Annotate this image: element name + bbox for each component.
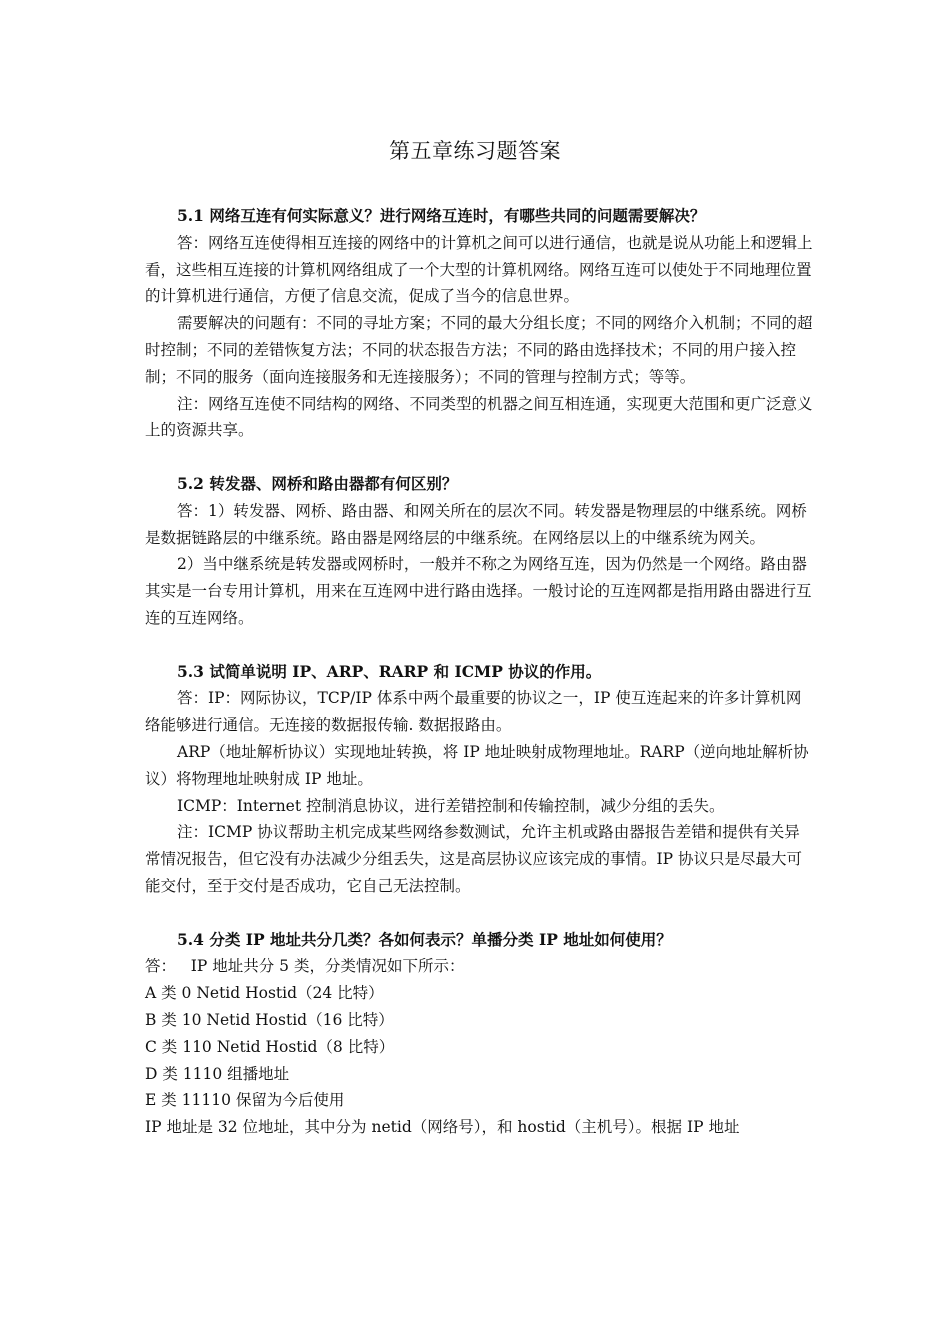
- ip-class-a: A 类 0 Netid Hostid（24 比特）: [145, 984, 384, 1003]
- question-5-3: 5.3 试简单说明 IP、ARP、RARP 和 ICMP 协议的作用。: [177, 661, 602, 681]
- document-body: [145, 203, 815, 1141]
- question-5-1: 5.1 网络互连有何实际意义？进行网络互连时，有哪些共同的问题需要解决？: [177, 206, 706, 225]
- ip-class-b: B 类 10 Netid Hostid（16 比特）: [145, 1010, 394, 1029]
- answer-paragraph: 答：网络互连使得相互连接的网络中的计算机之间可以进行通信，也就是说从功能上和逻辑上看，这些相互连接的计算机网络组成了一个大型的计算机网络。网络互连可以使处于不同地理位置的计算机进行通信，方便了信息交流，促成了当今的信息世界。: [145, 233, 813, 306]
- ip-class-e: E 类 11110 保留为今后使用: [145, 1091, 345, 1110]
- answer-note: 注：ICMP 协议帮助主机完成某些网络参数测试，允许主机或路由器报告差错和提供有关异常情况报告，但它没有办法减少分组丢失，这是高层协议应该完成的事情。IP 协议只是尽最大可能交付，至于交付是否成功，它自己无法控制。: [145, 823, 802, 895]
- section-gap: [145, 632, 815, 659]
- answer-paragraph: 答：IP：网际协议，TCP/IP 体系中两个最重要的协议之一，IP 使互连起来的许多计算机网络能够进行通信。无连接的数据报传输. 数据报路由。: [145, 689, 802, 735]
- answer-paragraph: 2）当中继系统是转发器或网桥时，一般并不称之为网络互连，因为仍然是一个网络。路由器其实是一台专用计算机，用来在互连网中进行路由选择。一般讨论的互连网都是指用路由器进行互连的互连网络。: [145, 555, 812, 627]
- answer-paragraph: 答： IP 地址共分 5 类，分类情况如下所示：: [145, 957, 465, 976]
- ip-class-d: D 类 1110 组播地址: [145, 1064, 290, 1083]
- answer-paragraph: 需要解决的问题有：不同的寻址方案；不同的最大分组长度；不同的网络介入机制；不同的超时控制；不同的差错恢复方法；不同的状态报告方法；不同的路由选择技术；不同的用户接入控制；不同的服务（面向连接服务和无连接服务）；不同的管理与控制方式；等等。: [145, 314, 813, 386]
- answer-paragraph: 答：1）转发器、网桥、路由器、和网关所在的层次不同。转发器是物理层的中继系统。网桥是数据链路层的中继系统。路由器是网络层的中继系统。在网络层以上的中继系统为网关。: [145, 501, 807, 547]
- answer-paragraph: ICMP：Internet 控制消息协议，进行差错控制和传输控制，减少分组的丢失。: [177, 796, 725, 815]
- answer-note: 注：网络互连使不同结构的网络、不同类型的机器之间互相连通，实现更大范围和更广泛意义上的资源共享。: [145, 394, 813, 440]
- question-5-2: 5.2 转发器、网桥和路由器都有何区别？: [177, 473, 458, 493]
- ip-class-c: C 类 110 Netid Hostid（8 比特）: [145, 1037, 395, 1056]
- answer-paragraph: IP 地址是 32 位地址，其中分为 netid（网络号），和 hostid（主机号）。根据 IP 地址: [145, 1118, 740, 1137]
- answer-paragraph: ARP（地址解析协议）实现地址转换，将 IP 地址映射成物理地址。RARP（逆向地址解析协议）将物理地址映射成 IP 地址。: [145, 742, 809, 788]
- section-gap: [145, 900, 815, 927]
- question-5-4: 5.4 分类 IP 地址共分几类？各如何表示？单播分类 IP 地址如何使用？: [177, 929, 672, 949]
- section-gap: [145, 444, 815, 471]
- page-title: 第五章练习题答案: [389, 139, 561, 163]
